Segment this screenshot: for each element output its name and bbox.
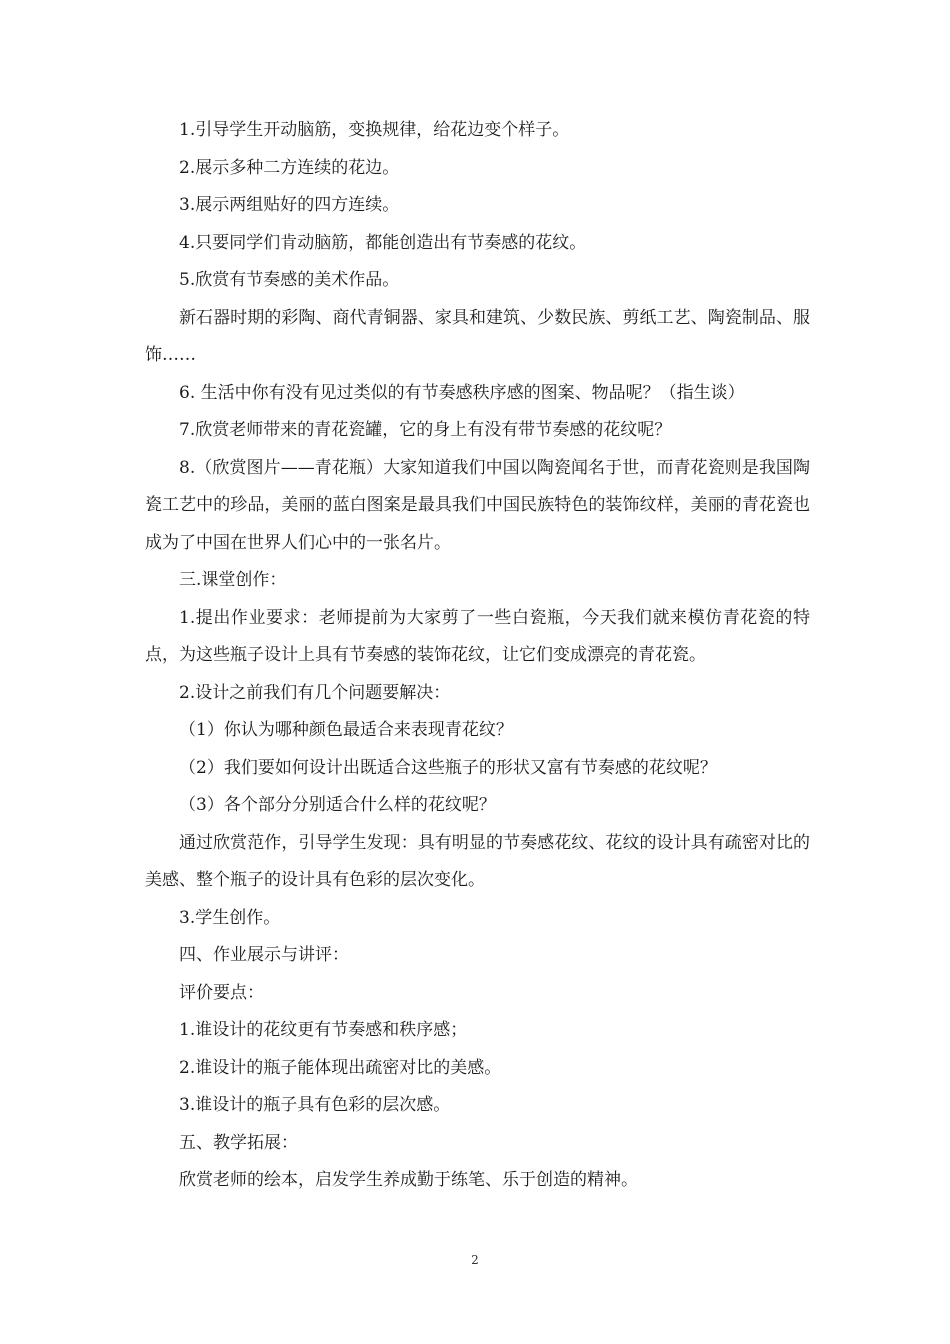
paragraph: 1.提出作业要求：老师提前为大家剪了一些白瓷瓶，今天我们就来模仿青花瓷的特点，为这些瓶子设计上具有节奏感的装饰花纹，让它们变成漂亮的青花瓷。 bbox=[145, 607, 810, 665]
paragraph: 3.谁设计的瓶子具有色彩的层次感。 bbox=[179, 1095, 451, 1115]
paragraph: 评价要点： bbox=[179, 982, 264, 1003]
paragraph: 1.引导学生开动脑筋，变换规律，给花边变个样子。 bbox=[179, 120, 570, 140]
paragraph: （1）你认为哪种颜色最适合来表现青花纹？ bbox=[179, 720, 513, 740]
paragraph: 1.谁设计的花纹更有节奏感和秩序感； bbox=[179, 1020, 468, 1040]
paragraph: 8.（欣赏图片——青花瓶）大家知道我们中国以陶瓷闻名于世，而青花瓷则是我国陶瓷工艺中的珍品，美丽的蓝白图案是最具我们中国民族特色的装饰纹样，美丽的青花瓷也成为了中国在世界人们心中的一张名片。 bbox=[145, 457, 810, 553]
document-body bbox=[145, 112, 810, 1200]
section-heading: 五、教学拓展： bbox=[179, 1132, 298, 1153]
section-heading: 四、作业展示与讲评： bbox=[179, 945, 349, 965]
paragraph: 4.只要同学们肯动脑筋，都能创造出有节奏感的花纹。 bbox=[179, 232, 587, 253]
paragraph: （3）各个部分分别适合什么样的花纹呢？ bbox=[179, 795, 496, 815]
paragraph: 2.谁设计的瓶子能体现出疏密对比的美感。 bbox=[179, 1057, 502, 1078]
paragraph: （2）我们要如何设计出既适合这些瓶子的形状又富有节奏感的花纹呢？ bbox=[179, 757, 717, 778]
page-number: 2 bbox=[471, 1253, 479, 1267]
section-heading: 三.课堂创作： bbox=[179, 570, 287, 590]
paragraph: 欣赏老师的绘本，启发学生养成勤于练笔、乐于创造的精神。 bbox=[179, 1170, 638, 1190]
paragraph: 3.展示两组贴好的四方连续。 bbox=[179, 195, 400, 215]
paragraph: 2.展示多种二方连续的花边。 bbox=[179, 157, 400, 178]
paragraph: 2.设计之前我们有几个问题要解决： bbox=[179, 682, 451, 703]
paragraph: 6. 生活中你有没有见过类似的有节奏感秩序感的图案、物品呢？（指生谈） bbox=[179, 382, 745, 403]
paragraph: 5.欣赏有节奏感的美术作品。 bbox=[179, 270, 400, 290]
paragraph: 3.学生创作。 bbox=[179, 907, 281, 928]
paragraph: 通过欣赏范作，引导学生发现：具有明显的节奏感花纹、花纹的设计具有疏密对比的美感、整个瓶子的设计具有色彩的层次变化。 bbox=[145, 832, 810, 890]
paragraph: 7.欣赏老师带来的青花瓷罐，它的身上有没有带节奏感的花纹呢？ bbox=[179, 420, 672, 440]
paragraph: 新石器时期的彩陶、商代青铜器、家具和建筑、少数民族、剪纸工艺、陶瓷制品、服饰…… bbox=[145, 307, 810, 365]
